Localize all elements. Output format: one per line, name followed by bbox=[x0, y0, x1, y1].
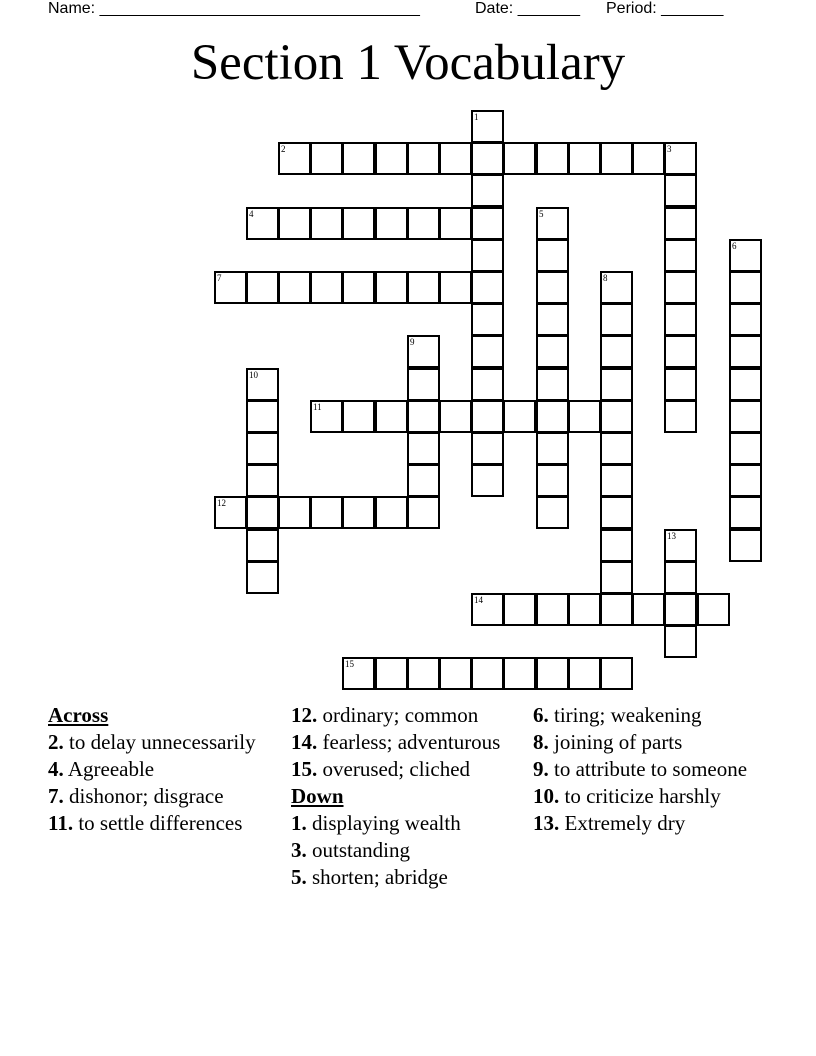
grid-cell[interactable] bbox=[664, 368, 697, 401]
grid-cell[interactable] bbox=[471, 174, 504, 207]
grid-cell[interactable] bbox=[375, 207, 408, 240]
grid-cell[interactable] bbox=[568, 657, 601, 690]
grid-cell[interactable] bbox=[729, 271, 762, 304]
grid-cell[interactable] bbox=[246, 400, 279, 433]
grid-cell[interactable] bbox=[310, 207, 343, 240]
grid-cell[interactable] bbox=[471, 142, 504, 175]
clue-column-2 bbox=[291, 703, 531, 892]
grid-cell[interactable] bbox=[729, 368, 762, 401]
grid-cell[interactable] bbox=[407, 207, 440, 240]
grid-cell[interactable] bbox=[246, 464, 279, 497]
grid-cell[interactable] bbox=[536, 432, 569, 465]
grid-cell[interactable] bbox=[439, 657, 472, 690]
grid-cell[interactable] bbox=[278, 271, 311, 304]
grid-cell[interactable] bbox=[407, 335, 440, 368]
grid-cell[interactable] bbox=[471, 593, 504, 626]
clue-number: 4 bbox=[249, 209, 254, 219]
grid-cell[interactable] bbox=[471, 207, 504, 240]
grid-cell[interactable] bbox=[729, 400, 762, 433]
grid-cell[interactable] bbox=[342, 271, 375, 304]
grid-cell[interactable] bbox=[407, 368, 440, 401]
grid-cell[interactable] bbox=[471, 239, 504, 272]
grid-cell[interactable] bbox=[664, 271, 697, 304]
clue-number: 14 bbox=[474, 595, 483, 605]
grid-cell[interactable] bbox=[632, 593, 665, 626]
clue-across-14: 14. fearless; adventurous bbox=[291, 730, 501, 754]
grid-cell[interactable] bbox=[471, 657, 504, 690]
grid-cell[interactable] bbox=[600, 303, 633, 336]
page-title: Section 1 Vocabulary bbox=[190, 35, 626, 91]
grid-cell[interactable] bbox=[214, 496, 247, 529]
grid-cell[interactable] bbox=[536, 239, 569, 272]
grid-cell[interactable] bbox=[600, 657, 633, 690]
grid-cell[interactable] bbox=[342, 400, 375, 433]
grid-cell[interactable] bbox=[536, 464, 569, 497]
grid-cell[interactable] bbox=[246, 496, 279, 529]
clue-number: 9 bbox=[410, 337, 415, 347]
clue-number: 2 bbox=[281, 144, 286, 154]
clue-number: 12 bbox=[217, 498, 226, 508]
clue-number: 1 bbox=[474, 112, 479, 122]
grid-cell[interactable] bbox=[246, 432, 279, 465]
grid-cell[interactable] bbox=[536, 271, 569, 304]
clue-down-6: 6. tiring; weakening bbox=[533, 703, 702, 727]
grid-cell[interactable] bbox=[568, 593, 601, 626]
clue-across-11: 11. to settle differences bbox=[48, 811, 243, 835]
clue-number: 11 bbox=[313, 402, 322, 412]
clue-down-8: 8. joining of parts bbox=[533, 730, 683, 754]
grid-cell[interactable] bbox=[375, 142, 408, 175]
grid-cell[interactable] bbox=[342, 207, 375, 240]
grid-cell[interactable] bbox=[536, 593, 569, 626]
grid-cell[interactable] bbox=[407, 432, 440, 465]
grid-cell[interactable] bbox=[664, 303, 697, 336]
grid-cell[interactable] bbox=[439, 207, 472, 240]
grid-cell[interactable] bbox=[471, 400, 504, 433]
grid-cell[interactable] bbox=[407, 657, 440, 690]
grid-cell[interactable] bbox=[471, 110, 504, 143]
clue-down-9: 9. to attribute to someone bbox=[533, 757, 748, 781]
grid-cell[interactable] bbox=[600, 464, 633, 497]
grid-cell[interactable] bbox=[471, 335, 504, 368]
grid-cell[interactable] bbox=[342, 657, 375, 690]
clue-number: 7 bbox=[217, 273, 222, 283]
grid-cell[interactable] bbox=[729, 529, 762, 562]
grid-cell[interactable] bbox=[729, 303, 762, 336]
grid-cell[interactable] bbox=[375, 496, 408, 529]
grid-cell[interactable] bbox=[310, 142, 343, 175]
grid-cell[interactable] bbox=[536, 303, 569, 336]
grid-cell[interactable] bbox=[310, 271, 343, 304]
grid-cell[interactable] bbox=[568, 142, 601, 175]
clue-number: 8 bbox=[603, 273, 608, 283]
grid-cell[interactable] bbox=[503, 142, 536, 175]
grid-cell[interactable] bbox=[536, 142, 569, 175]
grid-cell[interactable] bbox=[536, 496, 569, 529]
clue-column-1 bbox=[48, 703, 288, 838]
grid-cell[interactable] bbox=[439, 400, 472, 433]
grid-cell[interactable] bbox=[310, 496, 343, 529]
grid-cell[interactable] bbox=[471, 464, 504, 497]
grid-cell[interactable] bbox=[407, 271, 440, 304]
clue-across-15: 15. overused; cliched bbox=[291, 757, 471, 781]
grid-cell[interactable] bbox=[536, 657, 569, 690]
across-heading: Across bbox=[48, 703, 109, 727]
grid-cell[interactable] bbox=[729, 464, 762, 497]
down-heading: Down bbox=[291, 784, 344, 808]
grid-cell[interactable] bbox=[600, 432, 633, 465]
grid-cell[interactable] bbox=[729, 496, 762, 529]
grid-cell[interactable] bbox=[664, 335, 697, 368]
grid-cell[interactable] bbox=[471, 303, 504, 336]
grid-cell[interactable] bbox=[246, 529, 279, 562]
grid-cell[interactable] bbox=[664, 142, 697, 175]
grid-cell[interactable] bbox=[246, 561, 279, 594]
grid-cell[interactable] bbox=[664, 174, 697, 207]
grid-cell[interactable] bbox=[664, 529, 697, 562]
grid-cell[interactable] bbox=[600, 142, 633, 175]
grid-cell[interactable] bbox=[600, 400, 633, 433]
grid-cell[interactable] bbox=[407, 400, 440, 433]
grid-cell[interactable] bbox=[664, 593, 697, 626]
clue-across-4: 4. Agreeable bbox=[48, 757, 155, 781]
clue-column-3 bbox=[533, 703, 773, 838]
grid-cell[interactable] bbox=[568, 400, 601, 433]
grid-cell[interactable] bbox=[214, 271, 247, 304]
grid-cell[interactable] bbox=[729, 239, 762, 272]
name-field[interactable]: Name: ____________________________________ bbox=[48, 0, 420, 17]
clue-number: 15 bbox=[345, 659, 354, 669]
grid-cell[interactable] bbox=[342, 496, 375, 529]
grid-cell[interactable] bbox=[536, 400, 569, 433]
date-field[interactable]: Date: _______ bbox=[475, 0, 580, 17]
clue-number: 6 bbox=[732, 241, 737, 251]
grid-cell[interactable] bbox=[503, 657, 536, 690]
grid-cell[interactable] bbox=[246, 368, 279, 401]
grid-cell[interactable] bbox=[600, 529, 633, 562]
grid-cell[interactable] bbox=[310, 400, 343, 433]
grid-cell[interactable] bbox=[278, 496, 311, 529]
grid-cell[interactable] bbox=[600, 561, 633, 594]
grid-cell[interactable] bbox=[471, 432, 504, 465]
grid-cell[interactable] bbox=[278, 207, 311, 240]
grid-cell[interactable] bbox=[600, 496, 633, 529]
grid-cell[interactable] bbox=[407, 142, 440, 175]
grid-cell[interactable] bbox=[729, 335, 762, 368]
grid-cell[interactable] bbox=[536, 368, 569, 401]
grid-cell[interactable] bbox=[632, 142, 665, 175]
grid-cell[interactable] bbox=[664, 625, 697, 658]
grid-cell[interactable] bbox=[246, 207, 279, 240]
grid-cell[interactable] bbox=[664, 561, 697, 594]
grid-cell[interactable] bbox=[600, 593, 633, 626]
grid-cell[interactable] bbox=[503, 593, 536, 626]
grid-cell[interactable] bbox=[503, 400, 536, 433]
grid-cell[interactable] bbox=[375, 400, 408, 433]
grid-cell[interactable] bbox=[471, 271, 504, 304]
grid-cell[interactable] bbox=[536, 335, 569, 368]
clue-down-13: 13. Extremely dry bbox=[533, 811, 686, 835]
period-field[interactable]: Period: _______ bbox=[606, 0, 724, 17]
clue-number: 3 bbox=[667, 144, 672, 154]
grid-cell[interactable] bbox=[536, 207, 569, 240]
grid-cell[interactable] bbox=[600, 271, 633, 304]
grid-cell[interactable] bbox=[278, 142, 311, 175]
clue-number: 13 bbox=[667, 531, 676, 541]
clue-down-1: 1. displaying wealth bbox=[291, 811, 461, 835]
grid-cell[interactable] bbox=[729, 432, 762, 465]
clue-number: 10 bbox=[249, 370, 258, 380]
clue-number: 5 bbox=[539, 209, 544, 219]
grid-cell[interactable] bbox=[407, 464, 440, 497]
grid-cell[interactable] bbox=[471, 368, 504, 401]
grid-cell[interactable] bbox=[600, 368, 633, 401]
clue-down-5: 5. shorten; abridge bbox=[291, 865, 448, 889]
grid-cell[interactable] bbox=[439, 271, 472, 304]
clue-across-2: 2. to delay unnecessarily bbox=[48, 730, 256, 754]
grid-cell[interactable] bbox=[439, 142, 472, 175]
grid-cell[interactable] bbox=[664, 400, 697, 433]
grid-cell[interactable] bbox=[375, 657, 408, 690]
grid-cell[interactable] bbox=[600, 335, 633, 368]
grid-cell[interactable] bbox=[664, 207, 697, 240]
clue-across-7: 7. dishonor; disgrace bbox=[48, 784, 224, 808]
clue-across-12: 12. ordinary; common bbox=[291, 703, 479, 727]
grid-cell[interactable] bbox=[407, 496, 440, 529]
grid-cell[interactable] bbox=[697, 593, 730, 626]
clue-down-10: 10. to criticize harshly bbox=[533, 784, 721, 808]
grid-cell[interactable] bbox=[342, 142, 375, 175]
clue-down-3: 3. outstanding bbox=[291, 838, 410, 862]
grid-cell[interactable] bbox=[375, 271, 408, 304]
grid-cell[interactable] bbox=[246, 271, 279, 304]
grid-cell[interactable] bbox=[664, 239, 697, 272]
